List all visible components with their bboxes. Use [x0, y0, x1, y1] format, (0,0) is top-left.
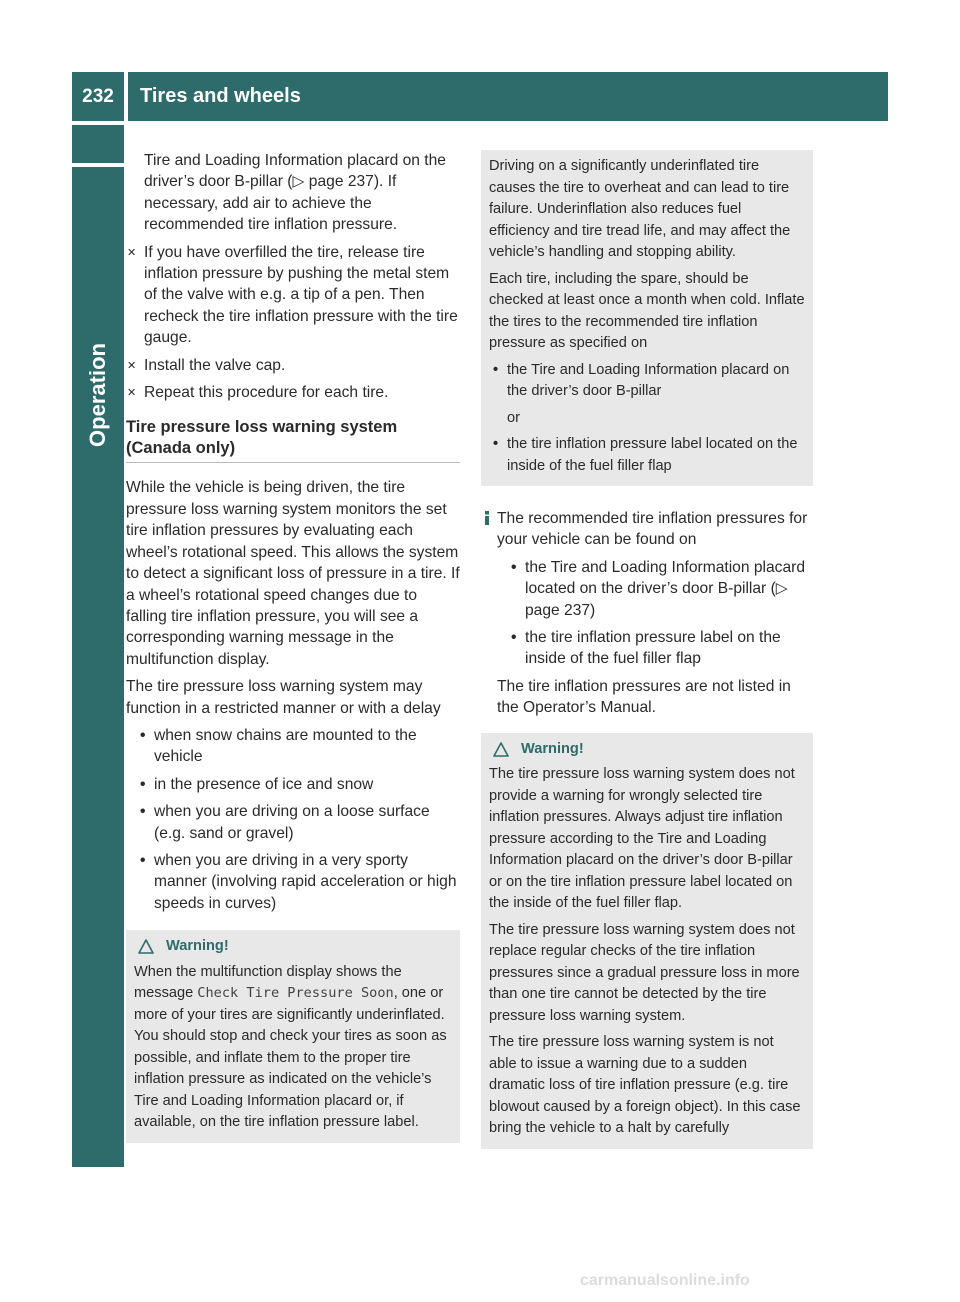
side-tab-label: Operation [85, 343, 110, 447]
info-text: The recommended tire inflation pressures for your vehicle can be found on [497, 510, 808, 549]
step-item: ✕ If you have overfilled the tire, release tire inflation pressure by pushing the metal stem of the valve with e.g. a tip of a pen. Then recheck the tire inflation pressure with the tire gauge. [126, 242, 460, 349]
list-item: • when you are driving on a loose surface (e.g. sand or gravel) [136, 801, 460, 844]
body-paragraph: The tire pressure loss warning system may function in a restricted manner or with a delay [126, 678, 441, 717]
watermark: carmanualsonline.info [580, 1272, 750, 1289]
section-heading: Tire pressure loss warning system (Canada only) [126, 417, 460, 463]
list-item: • the Tire and Loading Information placard located on the driver’s door B-pillar (▷ page 237) [507, 557, 813, 621]
step-item: ✕ Repeat this procedure for each tire. [126, 382, 460, 403]
warning-text: The tire pressure loss warning system is not able to issue a warning due to a sudden dramatic loss of tire inflation pressure (e.g. tire blowout caused by a foreign object). In this case bring the vehicle to a halt by carefully [489, 1034, 801, 1137]
list-item: • the tire inflation pressure label on the inside of the fuel filler flap [507, 627, 813, 670]
warning-text: The tire pressure loss warning system does not replace regular checks of the tire inflation pressures since a gradual pressure loss in more than one tire cannot be detected by the tire pressure loss warning system. [489, 921, 800, 1024]
continued-warning-box [481, 150, 813, 486]
list-item: • when you are driving in a very sporty manner (involving rapid acceleration or high speeds in curves) [136, 850, 460, 914]
right-column [481, 150, 813, 1155]
box-paragraph: Driving on a significantly underinflated tire causes the tire to overheat and can lead to tire failure. Underinflation also reduces fuel efficiency and tire tread life, and may affect the vehicle’s handling and stopping ability. [489, 158, 791, 260]
step-item: ✕ Install the valve cap. [126, 355, 460, 376]
warning-title: Warning! [521, 740, 584, 757]
warning-text: When the multifunction display shows the message Check Tire Pressure Soon, one or more of your tires are significantly underinflated. You should stop and check your tires as soon as possible, and inflate them to the proper tire inflation pressure as indicated on the vehicle’s Tire and Loading Information placard or, if available, on the tire inflation pressure label. [134, 963, 447, 1131]
info-note [481, 508, 813, 719]
left-column [126, 150, 460, 1149]
warning-text: The tire pressure loss warning system does not provide a warning for wrongly selected tire inflation pressures. Always adjust tire inflation pressure according to the Tire and Loading Information placard on the driver’s door B-pillar or on the tire inflation pressure label located on the inside of the fuel filler flap. [489, 766, 795, 912]
warning-box [126, 930, 460, 1143]
page-number: 232 [72, 72, 124, 121]
warning-triangle-icon [493, 742, 509, 757]
section-title: Tires and wheels [128, 72, 888, 121]
display-message: Check Tire Pressure Soon [197, 985, 394, 1002]
warning-title: Warning! [166, 938, 229, 955]
list-item: • the Tire and Loading Information placard on the driver’s door B-pillar [489, 360, 805, 403]
list-item: • when snow chains are mounted to the vehicle [136, 725, 460, 768]
warning-box [481, 733, 813, 1149]
warning-header [489, 739, 805, 761]
list-item: • the tire inflation pressure label located on the inside of the fuel filler flap [489, 434, 805, 477]
body-paragraph: While the vehicle is being driven, the tire pressure loss warning system monitors the set tire inflation pressures by evaluating each wheel’s rotational speed. This allows the system to detect a significant loss of pressure in a tire. If a wheel’s rotational speed changes due to falling tire inflation pressure, you will see a corresponding warning message in the multifunction display. [126, 479, 460, 668]
box-paragraph: Each tire, including the spare, should be checked at least once a month when cold. Inflate the tires to the recommended tire inflation pressure as specified on [489, 270, 805, 351]
info-after-text: The tire inflation pressures are not listed in the Operator’s Manual. [497, 677, 791, 717]
intro-paragraph: Tire and Loading Information placard on the driver’s door B-pillar (▷ page 237). If necessary, add air to achieve the recommended tire inflation pressure. [144, 152, 446, 234]
side-marker [72, 125, 124, 163]
list-item: • in the presence of ice and snow [136, 774, 460, 795]
warning-triangle-icon [138, 939, 154, 954]
info-icon [479, 510, 495, 526]
warning-header [134, 936, 452, 958]
or-text: or [507, 409, 520, 426]
side-tab [72, 167, 124, 1167]
